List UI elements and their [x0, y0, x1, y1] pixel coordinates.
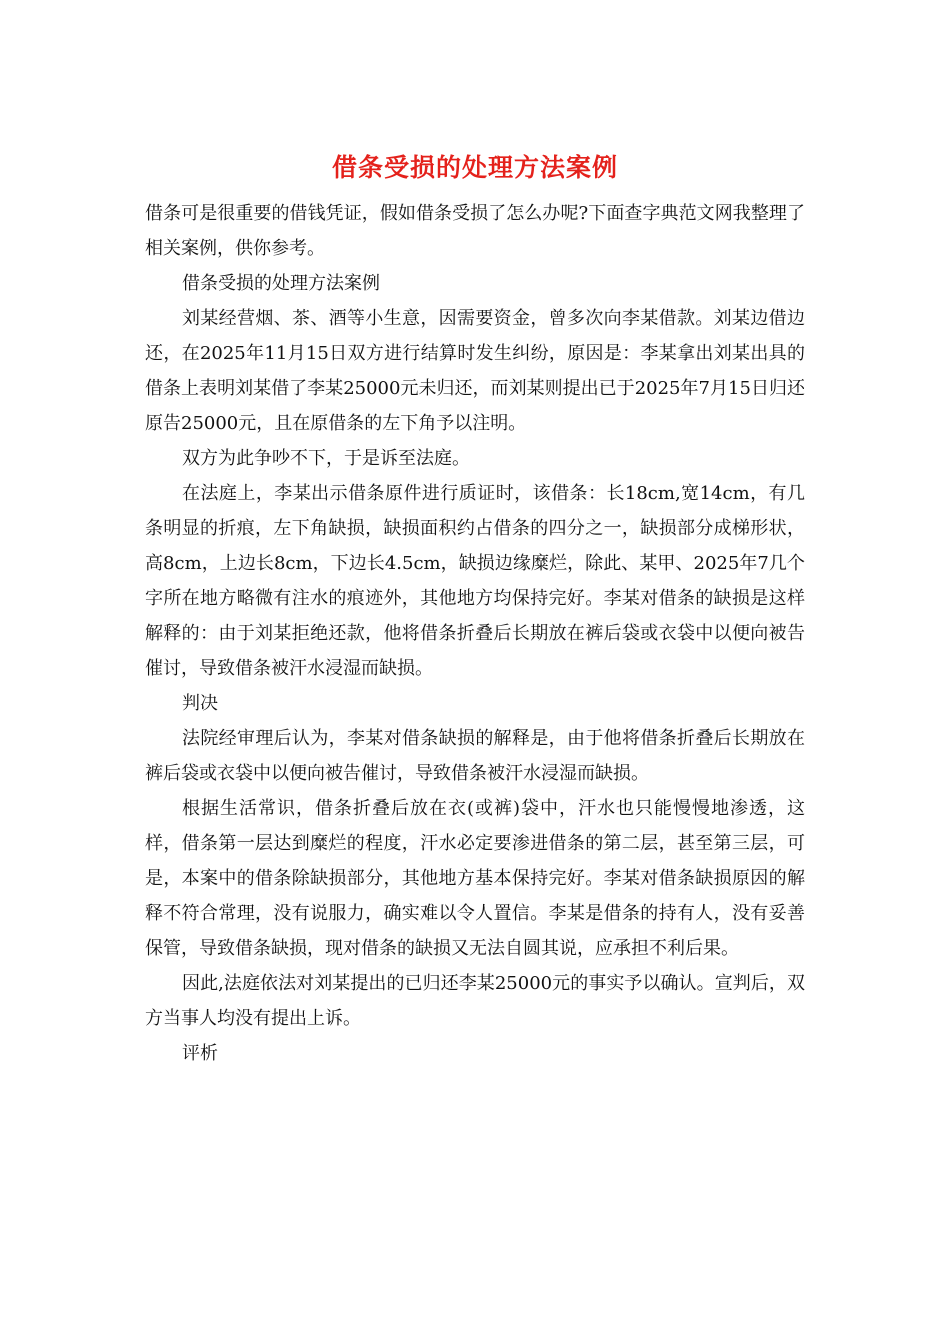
dispute-paragraph: 双方为此争吵不下，于是诉至法庭。 [182, 448, 470, 469]
section-heading-judgment: 判决 [182, 693, 218, 714]
section-heading-analysis: 评析 [182, 1043, 218, 1064]
intro-paragraph: 借条可是很重要的借钱凭证，假如借条受损了怎么办呢?下面查字典范文网我整理了相关案例，供你参考。 [145, 203, 805, 259]
court-finding-paragraph: 法院经审理后认为，李某对借条缺损的解释是，由于他将借条折叠后长期放在裤后袋或衣袋中以便向被告催讨，导致借条被汗水浸湿而缺损。 [145, 728, 805, 784]
case-facts-paragraph: 刘某经营烟、茶、酒等小生意，因需要资金，曾多次向李某借款。刘某边借边还，在2025年11月15日双方进行结算时发生纠纷，原因是：李某拿出刘某出具的借条上表明刘某借了李某25000元未归还，而刘某则提出已于2025年7月15日归还原告25000元，且在原借条的左下角予以注明。 [145, 308, 805, 434]
verdict-paragraph: 因此,法庭依法对刘某提出的已归还李某25000元的事实予以确认。宣判后，双方当事人均没有提出上诉。 [145, 973, 805, 1029]
section-heading-case: 借条受损的处理方法案例 [182, 273, 380, 294]
document-body [145, 196, 805, 1071]
document-title: 借条受损的处理方法案例 [331, 153, 618, 182]
reasoning-paragraph: 根据生活常识，借条折叠后放在衣(或裤)袋中，汗水也只能慢慢地渗透，这样，借条第一层达到糜烂的程度，汗水必定要渗进借条的第二层，甚至第三层，可是，本案中的借条除缺损部分，其他地方基本保持完好。李某对借条缺损原因的解释不符合常理，没有说服力，确实难以令人置信。李某是借条的持有人，没有妥善保管，导致借条缺损，现对借条的缺损又无法自圆其说，应承担不利后果。 [145, 798, 805, 959]
court-evidence-paragraph: 在法庭上，李某出示借条原件进行质证时，该借条：长18cm,宽14cm，有几条明显的折痕，左下角缺损，缺损面积约占借条的四分之一，缺损部分成梯形状，高8cm，上边长8cm，下边长4.5cm，缺损边缘糜烂，除此、某甲、2025年7几个字所在地方略微有注水的痕迹外，其他地方均保持完好。李某对借条的缺损是这样解释的：由于刘某拒绝还款，他将借条折叠后长期放在裤后袋或衣袋中以便向被告催讨，导致借条被汗水浸湿而缺损。 [145, 483, 805, 679]
